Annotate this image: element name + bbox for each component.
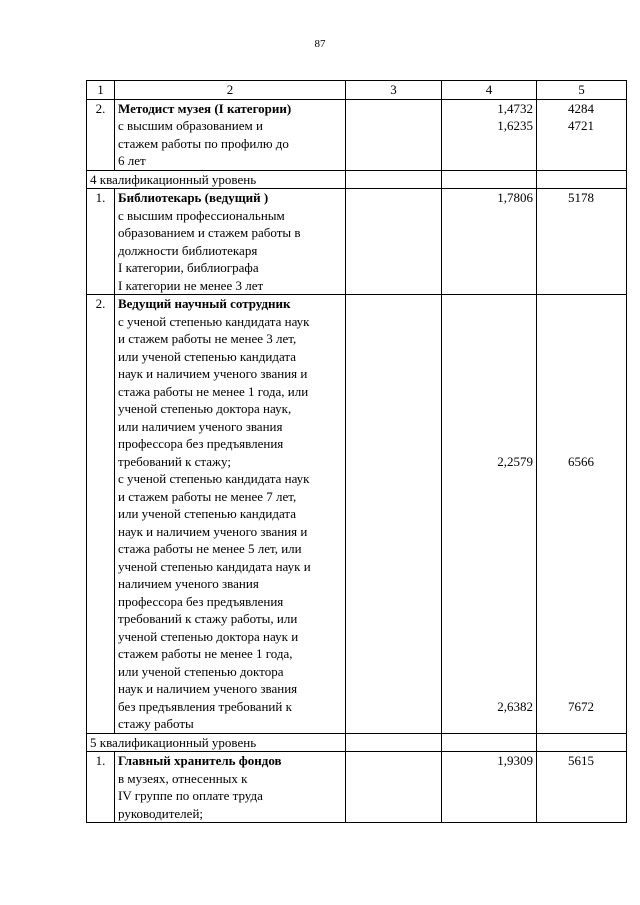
header-cell: 3: [346, 81, 442, 100]
table-row: [87, 189, 627, 295]
empty-cell: [346, 170, 442, 189]
salary-value: 7672: [568, 698, 594, 714]
empty-cell: [537, 733, 627, 752]
description-line: IV группе по оплате труда: [118, 788, 263, 803]
position-title: Ведущий научный сотрудник: [118, 296, 291, 311]
description-line: и стажем работы не менее 3 лет,: [118, 331, 297, 346]
coefficient-cell: [442, 189, 537, 295]
salary-cell: [537, 752, 627, 823]
header-cell: 5: [537, 81, 627, 100]
qualification-level-label: 5 квалификационный уровень: [87, 733, 346, 752]
description-line: стажем работы по профилю до: [118, 135, 289, 151]
description-line: профессора без предъявления: [118, 436, 284, 451]
description-line: в музеях, отнесенных к: [118, 770, 248, 786]
description-line: ученой степенью кандидата наук и: [118, 558, 311, 574]
salary-value: 5178: [568, 190, 594, 205]
empty-cell: [442, 170, 537, 189]
position-description: [115, 752, 346, 823]
description-line: должности библиотекаря: [118, 242, 258, 258]
empty-cell: [537, 170, 627, 189]
salary-cell: [537, 189, 627, 295]
qualification-level-row: [87, 733, 627, 752]
description-line: наук и наличием ученого звания и: [118, 366, 308, 381]
description-line: руководителей;: [118, 805, 204, 821]
description-line: требований к стажу работы, или: [118, 611, 298, 626]
position-description: [115, 295, 346, 734]
description-line: наук и наличием ученого звания: [118, 681, 298, 696]
salary-cell: [537, 99, 627, 170]
description-line: образованием и стажем работы в: [118, 225, 301, 240]
coefficient-value: 1,9309: [497, 753, 533, 768]
description-line: с ученой степенью кандидата наук: [118, 471, 310, 486]
empty-cell: [346, 752, 442, 823]
position-description: [115, 189, 346, 295]
coefficient-cell: [442, 752, 537, 823]
row-number: 1.: [87, 752, 115, 823]
description-line: или ученой степенью кандидата: [118, 506, 296, 521]
table-row: [87, 99, 627, 170]
description-line: стажа работы не менее 5 лет, или: [118, 541, 302, 556]
description-line: наук и наличием ученого звания и: [118, 523, 308, 539]
salary-table: [86, 80, 627, 823]
description-line: требований к стажу;: [118, 453, 231, 469]
table-row: [87, 752, 627, 823]
description-line: наличием ученого звания: [118, 576, 259, 591]
header-cell: 4: [442, 81, 537, 100]
page-number: 87: [314, 38, 326, 50]
qualification-level-row: [87, 170, 627, 189]
description-line: или наличием ученого звания: [118, 418, 283, 434]
description-line: или ученой степенью доктора: [118, 663, 284, 679]
coefficient-value: 2,2579: [497, 453, 533, 469]
description-line: и стажем работы не менее 7 лет,: [118, 488, 297, 504]
description-line: стажа работы не менее 1 года, или: [118, 383, 309, 399]
coefficient-value: 1,7806: [497, 190, 533, 205]
description-line: без предъявления требований к: [118, 698, 292, 714]
position-title: Главный хранитель фондов: [118, 753, 282, 768]
coefficient-cell: [442, 295, 537, 734]
description-line: стажем работы не менее 1 года,: [118, 646, 293, 661]
salary-cell: [537, 295, 627, 734]
salary-value: 4721: [568, 118, 594, 133]
description-line: или ученой степенью кандидата: [118, 348, 296, 364]
description-line: ученой степенью доктора наук,: [118, 401, 292, 416]
qualification-level-label: 4 квалификационный уровень: [87, 170, 346, 189]
row-number: 2.: [87, 295, 115, 734]
coefficient-cell: [442, 99, 537, 170]
coefficient-value: 1,4732: [497, 100, 533, 116]
coefficient-value: 2,6382: [497, 698, 533, 714]
empty-cell: [442, 733, 537, 752]
position-title: Библиотекарь (ведущий ): [118, 190, 269, 205]
description-line: стажу работы: [118, 716, 194, 731]
empty-cell: [346, 189, 442, 295]
description-line: 6 лет: [118, 153, 146, 168]
description-line: с ученой степенью кандидата наук: [118, 313, 310, 329]
empty-cell: [346, 99, 442, 170]
description-line: I категории не менее 3 лет: [118, 277, 264, 293]
description-line: I категории, библиографа: [118, 260, 259, 275]
coefficient-value: 1,6235: [497, 118, 533, 133]
row-number: 1.: [87, 189, 115, 295]
table-header-row: [87, 81, 627, 100]
table-row: [87, 295, 627, 734]
empty-cell: [346, 733, 442, 752]
position-description: [115, 99, 346, 170]
salary-value: 6566: [568, 453, 594, 469]
salary-value: 4284: [568, 100, 594, 116]
description-line: с высшим профессиональным: [118, 207, 285, 223]
header-cell: 1: [87, 81, 115, 100]
description-line: ученой степенью доктора наук и: [118, 628, 299, 644]
position-title: Методист музея (I категории): [118, 100, 292, 116]
salary-value: 5615: [568, 753, 594, 768]
description-line: с высшим образованием и: [118, 118, 263, 133]
header-cell: 2: [115, 81, 346, 100]
empty-cell: [346, 295, 442, 734]
row-number: 2.: [87, 99, 115, 170]
description-line: профессора без предъявления: [118, 593, 284, 609]
